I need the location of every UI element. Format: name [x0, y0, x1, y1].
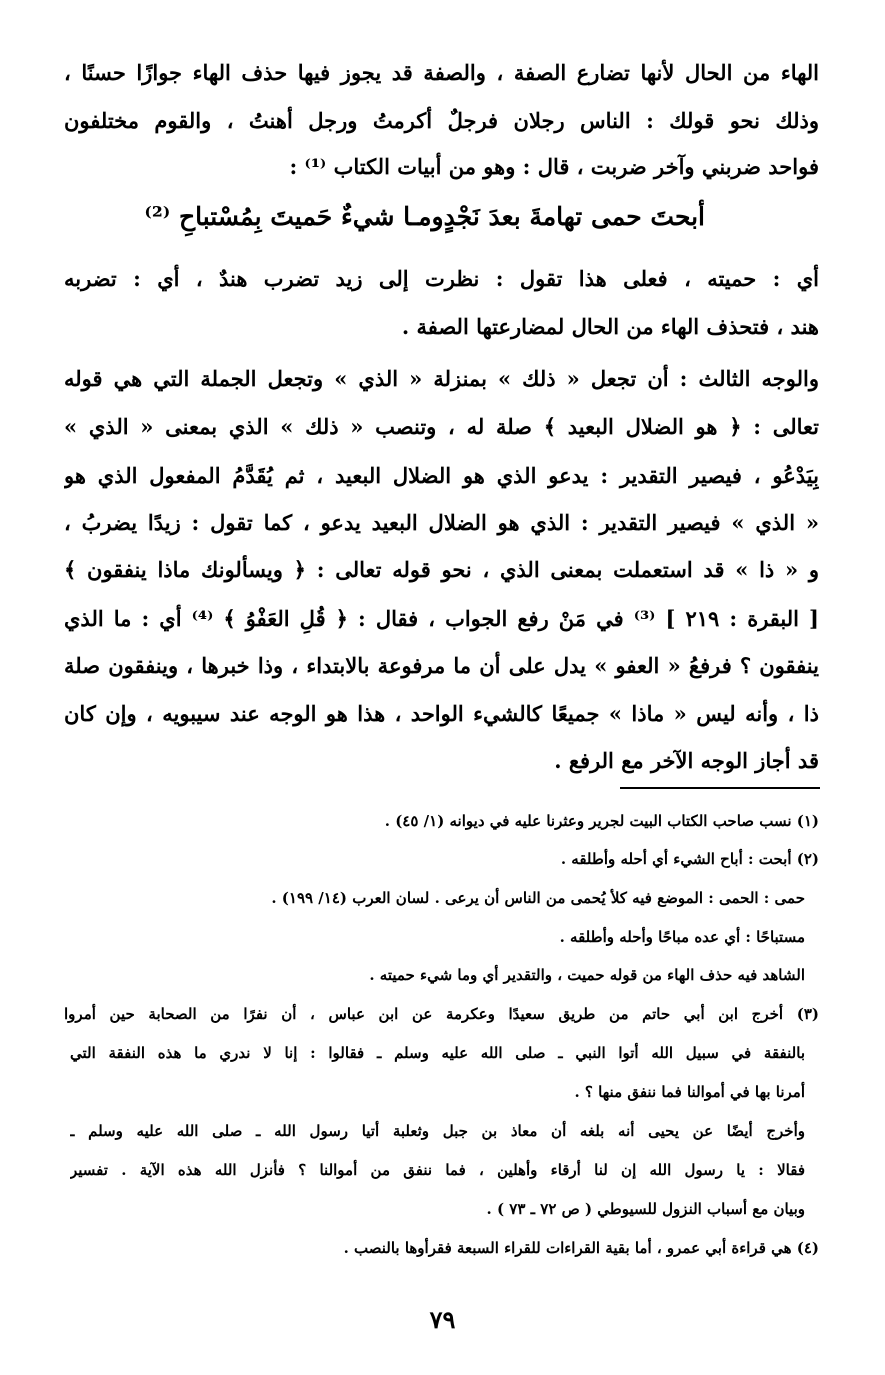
page-number: ٧٩	[429, 1305, 456, 1334]
body-line: قد أجاز الوجه الآخر مع الرفع .	[554, 748, 819, 773]
body-line: الهاء من الحال لأنها تضارع الصفة ، والصفة قد يجوز فيها حذف الهاء جوازًا حسنًا ،	[64, 60, 819, 85]
body-line: وذلك نحو قولك : الناس رجلان فرجلٌ أكرمتُ ورجل أهنتُ ، والقوم مختلفون	[64, 108, 819, 133]
footnote-line: بالنفقة في سبيل الله أتوا النبي ـ صلى الله عليه وسلم ـ فقالوا : إنا لا ندري ما هذه النفقة التي	[70, 1044, 805, 1062]
body-line: أي : حميته ، فعلى هذا تقول : نظرت إلى زيد تضرب هندٌ ، أي : تضربه	[64, 266, 819, 291]
body-line: هند ، فتحذف الهاء من الحال لمضارعتها الصفة .	[401, 314, 819, 339]
body-line: ذا ، وأنه ليس « ماذا » جميعًا كالشيء الواحد ، هذا هو الوجه عند سيبويه ، وإن كان	[64, 701, 819, 726]
footnote: (٢) أبحت : أباح الشيء أي أحله وأطلقه .	[560, 850, 819, 868]
body-line: ينفقون ؟ فرفعُ « العفو » يدل على أن ما مرفوعة بالابتداء ، وذا خبرها ، وينفقون صلة	[64, 653, 819, 678]
body-line: « الذي » فيصير التقدير : الذي هو الضلال البعيد يدعو ، كما تقول : زيدًا يضربُ ،	[64, 510, 819, 535]
footnote: (١) نسب صاحب الكتاب البيت لجرير وعثرنا عليه في ديوانه (١/ ٤٥) .	[384, 812, 819, 830]
footnote: (٤) هي قراءة أبي عمرو ، أما بقية القراءات للقراء السبعة فقرأوها بالنصب .	[343, 1239, 819, 1257]
footnote-line: أمرنا بها في أموالنا فما ننفق منها ؟ .	[574, 1083, 805, 1101]
footnote-line: وأخرج أيضًا عن يحيى أنه بلغه أن معاذ بن جبل وثعلبة أتيا رسول الله ـ صلى الله عليه وسلم ـ	[70, 1122, 805, 1140]
body-line: تعالى : ﴿ هو الضلال البعيد ﴾ صلة له ، وتنصب « ذلك » الذي بمعنى « الذي »	[64, 414, 819, 439]
footnote-separator	[620, 787, 820, 789]
body-line: والوجه الثالث : أن تجعل « ذلك » بمنزلة « الذي » وتجعل الجملة التي هي قوله	[64, 366, 819, 391]
body-line: [ البقرة : ٢١٩ ] ⁽³⁾ في مَنْ رفع الجواب ، فقال : ﴿ قُلِ العَفْوُ ﴾ ⁽⁴⁾ أي : ما الذي	[64, 606, 819, 631]
body-line: فواحد ضربني وآخر ضربت ، قال : وهو من أبيات الكتاب ⁽¹⁾ :	[289, 154, 819, 179]
footnote: (٣) أخرج ابن أبي حاتم من طريق سعيدًا وعكرمة عن ابن عباس ، أن نفرًا من الصحابة حين أمروا	[64, 1005, 819, 1023]
body-line: و « ذا » قد استعملت بمعنى الذي ، نحو قوله تعالى : ﴿ ويسألونك ماذا ينفقون ﴾	[64, 557, 819, 582]
footnote-line: وبيان مع أسباب النزول للسيوطي ( ص ٧٢ ـ ٧٣ ) .	[486, 1200, 805, 1218]
footnote-line: مستباحًا : أي عده مباحًا وأحله وأطلقه .	[559, 928, 805, 946]
footnote-line: حمى : الحمى : الموضع فيه كلأ يُحمى من الناس أن يرعى . لسان العرب (١٤/ ١٩٩) .	[271, 889, 805, 907]
body-line: بِيَدْعُو ، فيصير التقدير : يدعو الذي هو الضلال البعيد ، ثم يُقَدَّمُ المفعول الذي هو	[64, 463, 819, 488]
footnote-line: الشاهد فيه حذف الهاء من قوله حميت ، والتقدير أي وما شيء حميته .	[369, 966, 805, 984]
verse-second-hemistich: ومـا شيءٌ حَميتَ بِمُسْتباحِ ⁽²⁾	[144, 202, 444, 231]
footnote-line: فقالا : يا رسول الله إن لنا أرقاء وأهلين ، فما ننفق من أموالنا ؟ فأنزل الله هذه الآية . تفسير	[70, 1161, 805, 1179]
verse-first-hemistich: أبحتَ حمى تهامةَ بعدَ نَجْدٍ	[443, 202, 705, 231]
poetry-verse	[144, 195, 705, 239]
